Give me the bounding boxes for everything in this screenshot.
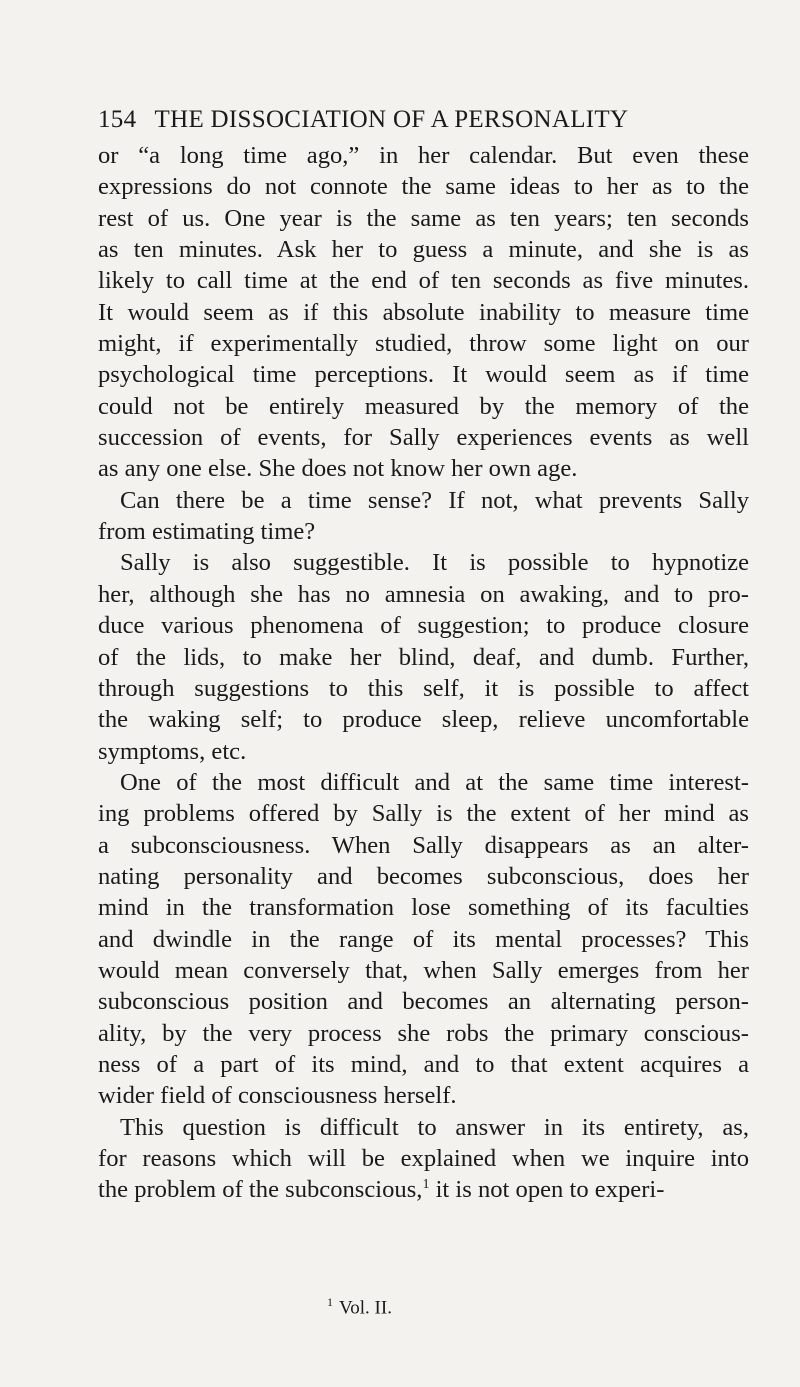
text-line: duce various phenomena of suggestion; to produce closure — [98, 612, 749, 640]
text-line: through suggestions to this self, it is possible to affect — [98, 674, 749, 702]
text-line: wider field of consciousness herself. — [98, 1082, 457, 1110]
text-line: might, if experimentally studied, throw some light on our — [98, 330, 749, 358]
footnote-mark: 1 — [327, 1295, 333, 1309]
running-head — [98, 104, 718, 136]
running-title: THE DISSOCIATION OF A PERSONALITY — [154, 106, 629, 133]
text-segment: it is not open to experi- — [429, 1176, 665, 1204]
page-number: 154 — [98, 106, 137, 133]
text-line: Can there be a time sense? If not, what prevents Sally — [120, 486, 749, 514]
text-segment: the problem of the subconscious, — [98, 1176, 423, 1204]
text-line: a subconsciousness. When Sally disappears as an alter- — [98, 831, 749, 859]
footnote-ref: 1 — [422, 1177, 430, 1193]
text-line: as any one else. She does not know her own age. — [98, 455, 578, 483]
footnote — [327, 1290, 392, 1320]
text-line: the waking self; to produce sleep, relieve uncomfortable — [98, 706, 749, 734]
text-line-with-footnote-ref — [98, 1174, 798, 1205]
text-line: expressions do not connote the same ideas to her as to the — [98, 173, 749, 201]
text-line: psychological time perceptions. It would seem as if time — [98, 361, 749, 389]
text-line: could not be entirely measured by the memory of the — [98, 392, 749, 420]
text-line: ing problems offered by Sally is the extent of her mind as — [98, 800, 749, 828]
text-line: as ten minutes. Ask her to guess a minute, and she is as — [98, 236, 749, 264]
text-line: rest of us. One year is the same as ten years; ten seconds — [98, 204, 749, 232]
text-line: mind in the transformation lose something of its faculties — [98, 894, 749, 922]
text-line: likely to call time at the end of ten seconds as five minutes. — [98, 267, 749, 295]
text-line: One of the most difficult and at the same time interest- — [120, 768, 749, 796]
text-line: and dwindle in the range of its mental processes? This — [98, 925, 749, 953]
text-line: ness of a part of its mind, and to that extent acquires a — [98, 1050, 749, 1078]
text-line: would mean conversely that, when Sally emerges from her — [98, 956, 749, 984]
text-line: nating personality and becomes subconscious, does her — [98, 862, 749, 890]
text-line: symptoms, etc. — [98, 737, 247, 765]
body-text — [98, 140, 798, 1206]
text-line: from estimating time? — [98, 518, 316, 546]
text-line: This question is difficult to answer in its entirety, as, — [120, 1113, 749, 1141]
text-line: for reasons which will be explained when we inquire into — [98, 1145, 749, 1172]
text-line: or “a long time ago,” in her calendar. But even these — [98, 142, 749, 169]
text-line: succession of events, for Sally experiences events as well — [98, 424, 749, 452]
text-line: Sally is also suggestible. It is possible to hypnotize — [120, 549, 749, 577]
text-line: of the lids, to make her blind, deaf, and dumb. Further, — [98, 643, 749, 671]
text-line: It would seem as if this absolute inability to measure time — [98, 298, 749, 326]
text-line: subconscious position and becomes an alternating person- — [98, 988, 749, 1016]
text-line: ality, by the very process she robs the primary conscious- — [98, 1019, 749, 1047]
footnote-text: Vol. II. — [339, 1297, 392, 1319]
text-line: her, although she has no amnesia on awaking, and to pro- — [98, 580, 749, 608]
